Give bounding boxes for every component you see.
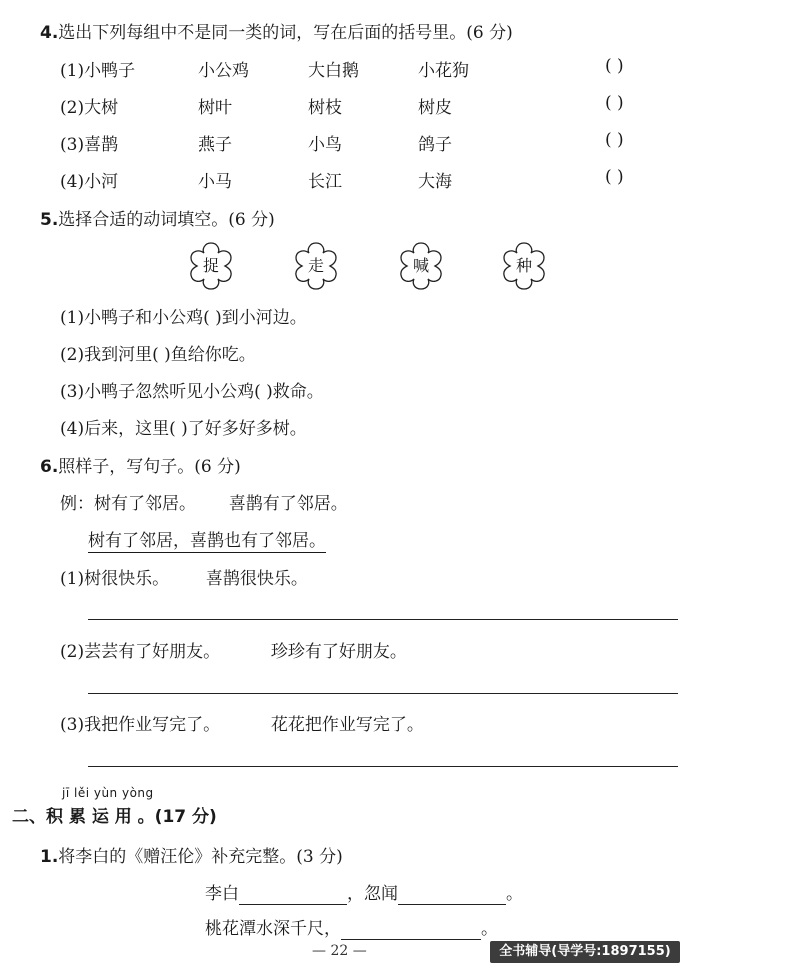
poem-line-1 — [205, 879, 523, 905]
page-number: — 22 — — [312, 943, 367, 959]
q4-word: 小鸟 — [308, 135, 342, 155]
q5-title — [40, 205, 275, 230]
q4-word: 小公鸡 — [198, 61, 249, 81]
poem-text: 。 — [481, 919, 498, 939]
q4-answer-paren[interactable]: ( ) — [605, 56, 624, 76]
s2q1-number: 1. — [40, 847, 59, 867]
q6-item-sentence-b: 珍珍有了好朋友。 — [270, 642, 407, 662]
poem-blank[interactable] — [239, 884, 347, 905]
q4-answer-paren[interactable]: ( ) — [605, 130, 624, 150]
q4-word: (1)小鸭子 — [60, 61, 136, 81]
word-option: 走 — [307, 256, 324, 275]
q6-title-text: 照样子，写句子。(6 分) — [58, 457, 241, 477]
q4-title-text: 选出下列每组中不是同一类的词，写在后面的括号里。(6 分) — [58, 23, 513, 43]
q6-item-sentence-b: 花花把作业写完了。 — [270, 715, 424, 735]
q4-row-2 — [60, 93, 700, 123]
q6-item-sentence-b: 喜鹊很快乐。 — [205, 569, 308, 589]
section2-title: 二、积 累 运 用 。(17 分) — [12, 807, 217, 827]
word-option-flower — [185, 240, 237, 292]
q4-title — [40, 18, 513, 43]
q6-item-2 — [60, 637, 407, 662]
poem-blank[interactable] — [398, 884, 506, 905]
q6-example-label: 例：树有了邻居。 — [60, 494, 196, 514]
poem-text: 桃花潭水深千尺， — [205, 919, 341, 939]
poem-text: 。 — [506, 884, 523, 904]
q6-item-3 — [60, 710, 424, 735]
q4-row-1 — [60, 56, 700, 86]
word-option-flower — [290, 240, 342, 292]
q5-sentence-3[interactable]: (3)小鸭子忽然听见小公鸡( )救命。 — [60, 382, 324, 402]
q6-item-sentence-a: (1)树很快乐。 — [60, 569, 170, 589]
q4-word: 长江 — [308, 172, 342, 192]
word-option-flower — [498, 240, 550, 292]
q6-item-sentence-a: (2)芸芸有了好朋友。 — [60, 642, 221, 662]
q6-number: 6. — [40, 457, 59, 477]
q4-word: (3)喜鹊 — [60, 135, 119, 155]
s2q1-title-text: 将李白的《赠汪伦》补充完整。(3 分) — [58, 847, 343, 867]
section2-pinyin: jī lěi yùn yòng — [62, 786, 154, 800]
q4-word: 小花狗 — [418, 61, 469, 81]
q5-number: 5. — [40, 210, 59, 230]
word-option: 喊 — [412, 256, 429, 275]
q4-word: 鸽子 — [418, 135, 452, 155]
q6-example-hint: 喜鹊有了邻居。 — [228, 494, 348, 514]
q4-row-4 — [60, 167, 700, 197]
q4-word: 树皮 — [418, 98, 452, 118]
q4-row-3 — [60, 130, 700, 160]
q4-number: 4. — [40, 23, 59, 43]
q5-title-text: 选择合适的动词填空。(6 分) — [58, 210, 275, 230]
q4-word: 树枝 — [308, 98, 342, 118]
word-option: 捉 — [202, 256, 219, 275]
q4-word: (2)大树 — [60, 98, 119, 118]
q5-sentence-4[interactable]: (4)后来，这里( )了好多好多树。 — [60, 419, 307, 439]
q4-word: 大白鹅 — [308, 61, 359, 81]
q4-word: 燕子 — [198, 135, 232, 155]
q6-item-sentence-a: (3)我把作业写完了。 — [60, 715, 221, 735]
poem-text: 李白 — [205, 884, 239, 904]
q6-example — [60, 489, 348, 514]
q4-word: 大海 — [418, 172, 452, 192]
q5-sentence-1[interactable]: (1)小鸭子和小公鸡( )到小河边。 — [60, 308, 307, 328]
poem-blank[interactable] — [341, 919, 481, 940]
book-guide-badge: 全书辅导(导学号:1897155) — [490, 941, 680, 963]
q6-item-1 — [60, 564, 308, 589]
q4-word: 树叶 — [198, 98, 232, 118]
q4-word: 小马 — [198, 172, 232, 192]
poem-line-2 — [205, 914, 498, 940]
q4-word: (4)小河 — [60, 172, 119, 192]
q4-answer-paren[interactable]: ( ) — [605, 167, 624, 187]
q4-answer-paren[interactable]: ( ) — [605, 93, 624, 113]
q5-sentence-2[interactable]: (2)我到河里( )鱼给你吃。 — [60, 345, 256, 365]
answer-line[interactable] — [88, 619, 678, 620]
word-option: 种 — [515, 256, 532, 275]
q6-example-answer: 树有了邻居，喜鹊也有了邻居。 — [88, 531, 326, 551]
word-option-flower — [395, 240, 447, 292]
s2q1-title — [40, 842, 343, 867]
answer-line[interactable] — [88, 766, 678, 767]
answer-line[interactable] — [88, 693, 678, 694]
q6-title — [40, 452, 241, 477]
poem-text: ，忽闻 — [347, 884, 398, 904]
